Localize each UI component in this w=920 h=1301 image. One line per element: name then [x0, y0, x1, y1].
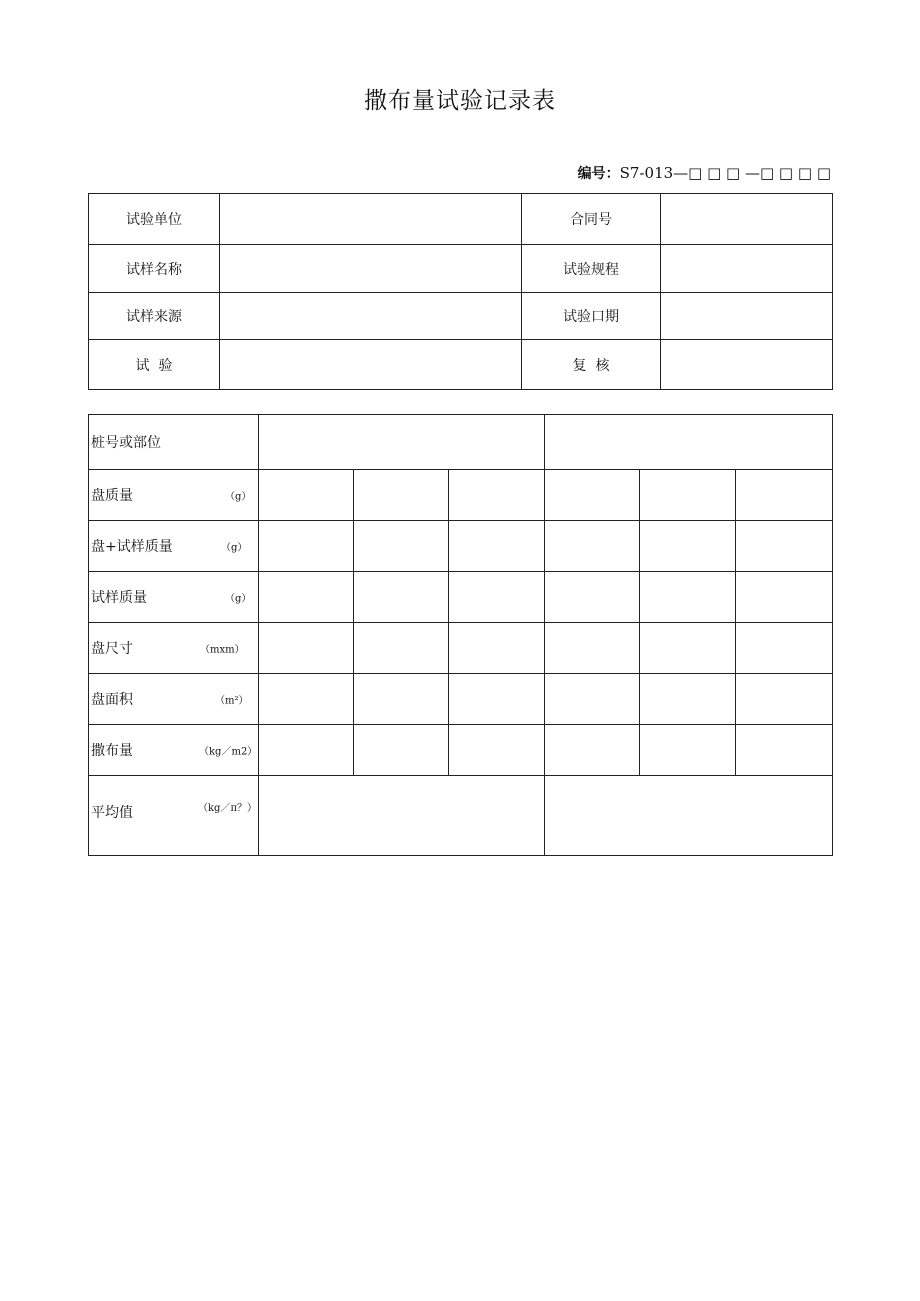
value-cell[interactable] [545, 572, 640, 623]
value-cell[interactable] [736, 572, 833, 623]
value-cell[interactable] [545, 623, 640, 674]
value-cell[interactable] [640, 623, 736, 674]
value-cell[interactable] [640, 470, 736, 521]
test-date-field[interactable] [661, 293, 833, 340]
pan-mass-label [89, 470, 259, 521]
sample-mass-label [89, 572, 259, 623]
value-cell[interactable] [354, 521, 449, 572]
value-cell[interactable] [259, 674, 354, 725]
row-unit: （g） [221, 542, 248, 554]
sample-name-label: 试样名称 [89, 245, 220, 293]
row-unit: （kg／π？） [198, 803, 258, 814]
value-cell[interactable] [736, 470, 833, 521]
test-unit-label: 试验单位 [89, 194, 220, 245]
form-code-value: S7-013—□ □ □ —□ □ □ □ [619, 164, 831, 182]
value-cell[interactable] [259, 623, 354, 674]
row-name: 盘尺寸 [91, 641, 133, 657]
value-cell[interactable] [354, 572, 449, 623]
pan-size-label [89, 623, 259, 674]
test-spec-label: 试验规程 [522, 245, 661, 293]
average-field-2[interactable] [545, 776, 833, 856]
reviewer-label: 复 核 [522, 340, 661, 390]
contract-no-field[interactable] [661, 194, 833, 245]
value-cell[interactable] [736, 725, 833, 776]
row-name: 盘+试样质量 [91, 539, 173, 555]
test-spec-field[interactable] [661, 245, 833, 293]
value-cell[interactable] [354, 725, 449, 776]
value-cell[interactable] [545, 470, 640, 521]
row-unit: （m²） [215, 695, 249, 707]
value-cell[interactable] [640, 674, 736, 725]
value-cell[interactable] [640, 521, 736, 572]
row-unit: （kg／m2） [199, 746, 258, 758]
test-unit-field[interactable] [220, 194, 522, 245]
value-cell[interactable] [449, 725, 545, 776]
value-cell[interactable] [736, 623, 833, 674]
value-cell[interactable] [640, 572, 736, 623]
station-label-text: 桩号或部位 [91, 435, 161, 451]
row-unit: （mxm） [200, 644, 245, 656]
row-name: 试样质量 [91, 590, 147, 606]
value-cell[interactable] [545, 725, 640, 776]
pan-area-label [89, 674, 259, 725]
sample-name-field[interactable] [220, 245, 522, 293]
station-label [89, 415, 259, 470]
value-cell[interactable] [736, 521, 833, 572]
value-cell[interactable] [259, 572, 354, 623]
row-name: 盘面积 [91, 692, 133, 708]
test-date-label: 试验口期 [522, 293, 661, 340]
value-cell[interactable] [259, 521, 354, 572]
average-field-1[interactable] [259, 776, 545, 856]
sample-source-label: 试样来源 [89, 293, 220, 340]
row-unit: （g） [225, 593, 252, 605]
value-cell[interactable] [640, 725, 736, 776]
value-cell[interactable] [259, 725, 354, 776]
spread-rate-label [89, 725, 259, 776]
value-cell[interactable] [545, 521, 640, 572]
row-name: 撒布量 [91, 743, 133, 759]
contract-no-label: 合同号 [522, 194, 661, 245]
measurement-table [88, 414, 833, 856]
value-cell[interactable] [736, 674, 833, 725]
station-field-2[interactable] [545, 415, 833, 470]
row-unit: （g） [225, 491, 252, 503]
reviewer-field[interactable] [661, 340, 833, 390]
form-code [578, 163, 831, 183]
form-code-label: 编号： [577, 166, 620, 182]
value-cell[interactable] [449, 572, 545, 623]
tester-field[interactable] [220, 340, 522, 390]
average-label [89, 776, 259, 856]
value-cell[interactable] [354, 674, 449, 725]
info-table [88, 193, 833, 390]
sample-source-field[interactable] [220, 293, 522, 340]
row-name: 盘质量 [91, 488, 133, 504]
value-cell[interactable] [449, 470, 545, 521]
value-cell[interactable] [354, 470, 449, 521]
value-cell[interactable] [449, 623, 545, 674]
pan-sample-mass-label [89, 521, 259, 572]
tester-label: 试 验 [89, 340, 220, 390]
value-cell[interactable] [449, 521, 545, 572]
row-name: 平均值 [91, 805, 133, 821]
value-cell[interactable] [259, 470, 354, 521]
value-cell[interactable] [545, 674, 640, 725]
value-cell[interactable] [354, 623, 449, 674]
page-title: 撒布量试验记录表 [364, 88, 556, 114]
station-field-1[interactable] [259, 415, 545, 470]
value-cell[interactable] [449, 674, 545, 725]
